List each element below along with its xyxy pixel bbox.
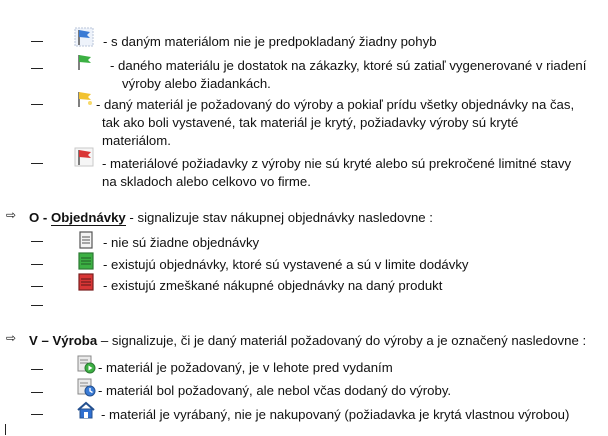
section-heading-objednavky	[29, 209, 433, 226]
list-dash	[31, 68, 43, 69]
list-dash	[31, 241, 43, 242]
flag-desc-line: výroby alebo žiadankách.	[122, 76, 271, 91]
flag-desc-line: - materiálové požiadavky z výroby nie sú kryté alebo sú prekročené limitné stavy	[102, 156, 572, 171]
order-desc-line: - existujú objednávky, ktoré sú vystavené a sú v limite dodávky	[103, 257, 469, 272]
list-dash	[31, 369, 43, 370]
section-separator: –	[37, 333, 53, 348]
list-dash	[31, 286, 43, 287]
empty-order-icon	[76, 230, 96, 250]
green-order-icon	[76, 251, 96, 271]
flag-desc-line: tak ako boli vystavené, tak materiál je krytý, požiadavky výroby sú kryté	[102, 115, 519, 130]
section-description: - signalizuje stav nákupnej objednávky nasledovne :	[125, 210, 433, 225]
flag-desc-line: - daného materiálu je dostatok na zákazky, ktoré sú zatiaľ vygenerované v riadení	[110, 58, 587, 73]
production-desc-line: - materiál je vyrábaný, nie je nakupovaný (požiadavka je krytá vlastnou výrobou)	[101, 407, 570, 422]
production-play-icon	[76, 354, 96, 374]
list-dash	[31, 305, 43, 306]
list-dash	[31, 41, 43, 42]
order-desc-line: - nie sú žiadne objednávky	[103, 235, 260, 250]
home-production-icon	[76, 400, 96, 420]
flag-desc-line: - daný materiál je požadovaný do výroby a pokiaľ prídu všetky objednávky na čas,	[96, 97, 575, 112]
red-order-icon	[76, 272, 96, 292]
section-description: – signalizuje, či je daný materiál požadovaný do výroby a je označený nasledovne :	[97, 333, 587, 348]
red-flag-icon	[74, 147, 94, 167]
flag-desc-line: - s daným materiálom nie je predpokladaný žiadny pohyb	[103, 34, 437, 49]
list-dash	[31, 264, 43, 265]
list-dash	[31, 414, 43, 415]
section-heading-vyroba	[29, 332, 586, 349]
flag-desc-line: na skladoch alebo celkovo vo firme.	[102, 174, 311, 189]
section-title: Objednávky	[51, 210, 126, 225]
arrow-bullet-icon: ⇨	[6, 208, 17, 222]
section-title: Výroba	[52, 333, 98, 348]
section-separator: -	[39, 210, 51, 225]
arrow-bullet-icon: ⇨	[6, 331, 17, 345]
blue-flag-icon	[74, 27, 94, 47]
list-dash	[31, 104, 43, 105]
production-desc-line: - materiál bol požadovaný, ale nebol včas dodaný do výroby.	[98, 383, 452, 398]
section-letter: O	[29, 210, 40, 225]
flag-desc-line: materiálom.	[102, 133, 171, 148]
green-flag-icon	[74, 52, 94, 72]
order-desc-line: - existujú zmeškané nákupné objednávky na daný produkt	[103, 278, 443, 293]
list-dash	[31, 392, 43, 393]
production-desc-line: - materiál je požadovaný, je v lehote pred vydaním	[98, 360, 393, 375]
text-cursor	[5, 424, 6, 435]
yellow-flag-icon	[74, 89, 94, 109]
list-dash	[31, 163, 43, 164]
production-late-icon	[76, 377, 96, 397]
section-letter: V	[29, 333, 38, 348]
